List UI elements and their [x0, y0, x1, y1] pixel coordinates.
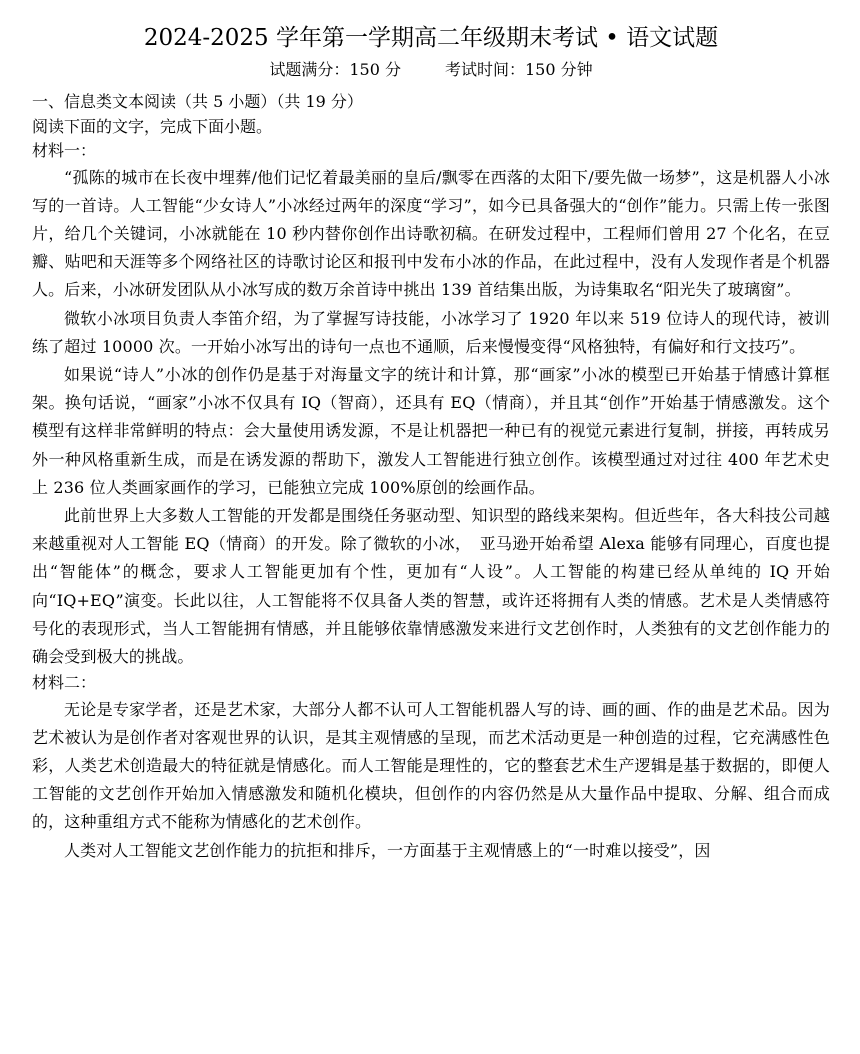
material2-paragraph-2: 人类对人工智能文艺创作能力的抗拒和排斥，一方面基于主观情感上的“一时难以接受”，因	[64, 840, 711, 860]
exam-info	[32, 56, 830, 84]
instruction-text: 阅读下面的文字，完成下面小题。	[32, 116, 273, 136]
score-info: 试题满分：150 分	[269, 60, 401, 79]
material2-label: 材料二：	[32, 673, 97, 693]
material1-paragraph-1: “孤陈的城市在长夜中埋葬/他们记忆着最美丽的皇后/飘零在西落的太阳下/要先做一场梦”，这是机器人小冰写的一首诗。人工智能“少女诗人”小冰经过两年的深度“学习”，如今已具备强大的“创作”能力。只需上传一张图片，给几个关键词，小冰就能在 10 秒内替你创作出诗歌初稿。在研发过程中，工程师们曾用 27 个化名，在豆瓣、贴吧和天涯等多个网络社区的诗歌讨论区和报刊中发布小冰的作品，在此过程中，没有人发现作者是个机器人。后来，小冰研发团队从小冰写成的数万余首诗中挑出 139 首结集出版，为诗集取名“阳光失了玻璃窗”。	[32, 167, 830, 300]
material1-paragraph-2: 微软小冰项目负责人李笛介绍，为了掌握写诗技能，小冰学习了 1920 年以来 519 位诗人的现代诗，被训练了超过 10000 次。一开始小冰写出的诗句一点也不通顺，后来慢慢变得“风格独特，有偏好和行文技巧”。	[32, 308, 830, 356]
exam-title: 2024-2025 学年第一学期高二年级期末考试 • 语文试题	[143, 25, 719, 51]
section-heading: 一、信息类文本阅读（共 5 小题）（共 19 分）	[32, 92, 363, 111]
material1-label: 材料一：	[32, 141, 97, 160]
material1-paragraph-3: 如果说“诗人”小冰的创作仍是基于对海量文字的统计和计算，那“画家”小冰的模型已开始基于情感计算框架。换句话说，“画家”小冰不仅具有 IQ（智商），还具有 EQ（情商），并且其“创作”开始基于情感激发。这个模型有这样非常鲜明的特点：会大量使用诱发源，不是让机器把一种已有的视觉元素进行复制，拼接，再转成另外一种风格重新生成，而是在诱发源的帮助下，激发人工智能进行独立创作。该模型通过对过往 400 年艺术史上 236 位人类画家画作的学习，已能独立完成 100%原创的绘画作品。	[32, 364, 830, 497]
time-info: 考试时间：150 分钟	[445, 60, 593, 79]
material2-paragraph-1: 无论是专家学者，还是艺术家，大部分人都不认可人工智能机器人写的诗、画的画、作的曲是艺术品。因为艺术被认为是创作者对客观世界的认识，是其主观情感的呈现，而艺术活动更是一种创造的过程，它充满感性色彩，人类艺术创造最大的特征就是情感化。而人工智能是理性的，它的整套艺术生产逻辑是基于数据的，即便人工智能的文艺创作开始加入情感激发和随机化模块，但创作的内容仍然是从大量作品中提取、分解、组合而成的，这种重组方式不能称为情感化的艺术创作。	[32, 699, 830, 832]
material1-paragraph-4: 此前世界上大多数人工智能的开发都是围绕任务驱动型、知识型的路线来架构。但近些年，各大科技公司越来越重视对人工智能 EQ（情商）的开发。除了微软的小冰， 亚马逊开始希望 Alexa 能够有同理心，百度也提出“智能体”的概念，要求人工智能更加有个性，更加有“人设”。人工智能的构建已经从单纯的 IQ 开始向“IQ+EQ”演变。长此以往，人工智能将不仅具备人类的智慧，或许还将拥有人类的情感。艺术是人类情感符号化的表现形式，当人工智能拥有情感，并且能够依靠情感激发来进行文艺创作时，人类独有的文艺创作能力的确会受到极大的挑战。	[32, 505, 830, 666]
